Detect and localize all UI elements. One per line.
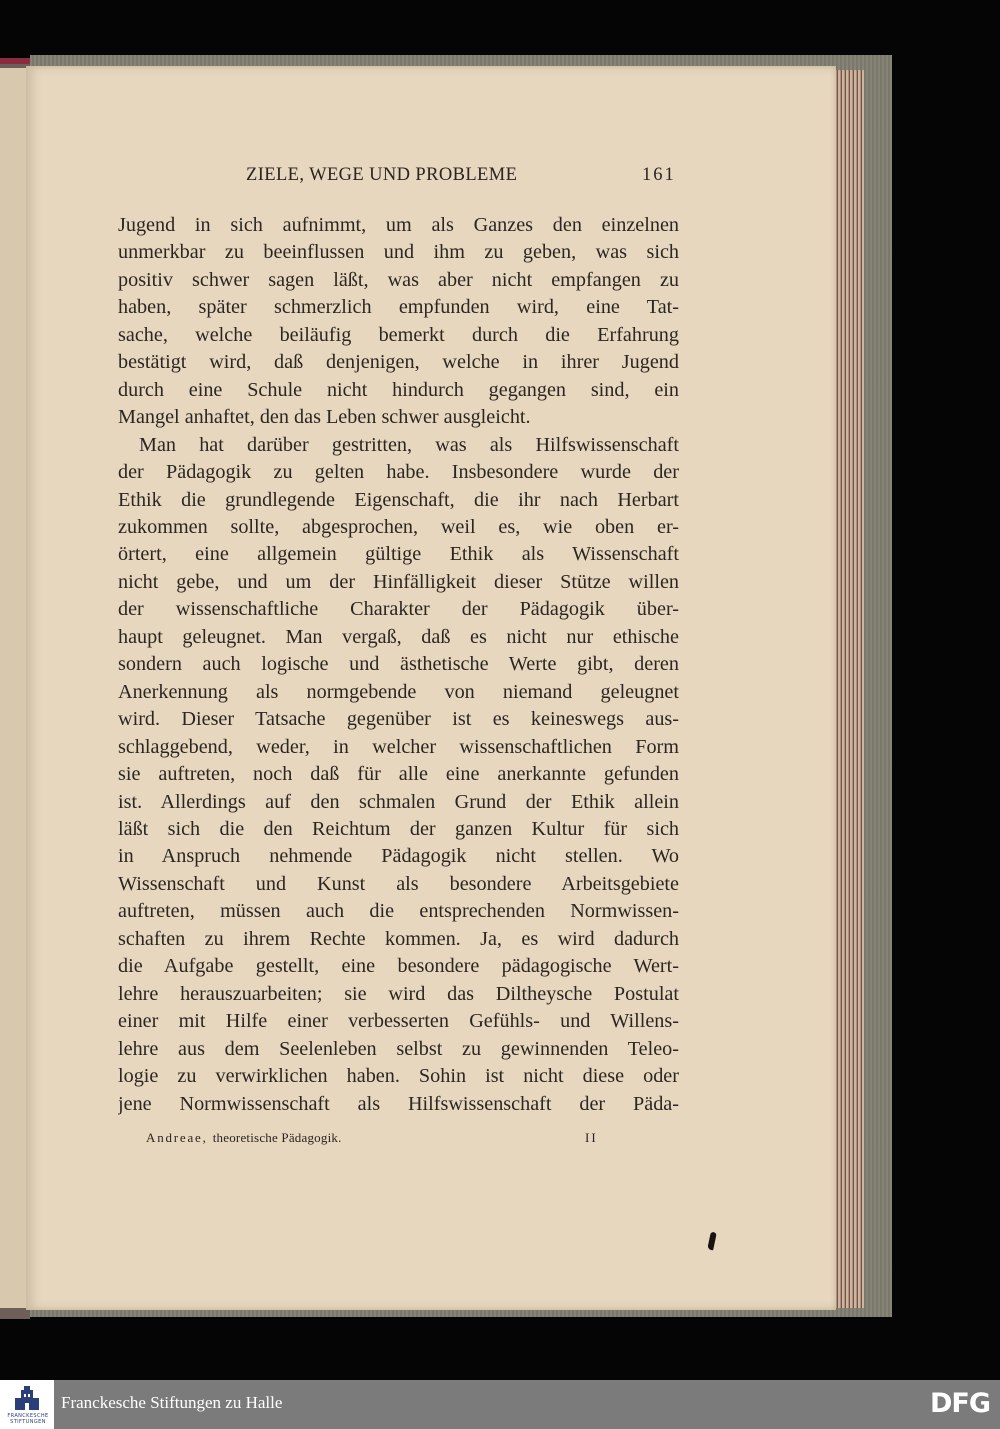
footer-title: theoretische Pädagogik. xyxy=(212,1130,342,1145)
running-title: ZIELE, WEGE UND PROBLEME xyxy=(246,165,518,185)
text-line: haupt geleugnet. Man vergaß, daß es nicht nur ethische xyxy=(118,625,679,648)
text-line: Anerkennung als normgebende von niemand geleugnet xyxy=(118,680,679,703)
footer-author: Andreae, xyxy=(146,1130,208,1145)
text-line: Ethik die grundlegende Eigenschaft, die ihr nach Herbart xyxy=(118,488,679,511)
text-line: haben, später schmerzlich empfunden wird, eine Tat- xyxy=(118,296,679,319)
text-line: ist. Allerdings auf den schmalen Grund der Ethik allein xyxy=(118,790,679,813)
paragraph-1 xyxy=(118,212,679,432)
logo-caption xyxy=(2,1413,54,1425)
text-line: bestätigt wird, daß denjenigen, welche in ihrer Jugend xyxy=(118,351,679,374)
dfg-logo[interactable]: DFG xyxy=(929,1388,990,1419)
text-line: nicht gebe, und um der Hinfälligkeit dieser Stütze willen xyxy=(118,570,679,593)
left-page-edge xyxy=(0,68,26,1308)
signature-mark: II xyxy=(585,1130,598,1145)
text-line: sache, welche beiläufig bemerkt durch die Erfahrung xyxy=(118,323,679,346)
text-line: der wissenschaftliche Charakter der Pädagogik über- xyxy=(118,598,679,621)
orphanage-building-icon xyxy=(11,1384,43,1412)
text-line: lehre aus dem Seelenleben selbst zu gewinnenden Teleo- xyxy=(118,1037,679,1060)
text-line: schaften zu ihrem Rechte kommen. Ja, es wird dadurch xyxy=(118,927,679,950)
text-line: lehre herauszuarbeiten; sie wird das Diltheysche Postulat xyxy=(118,982,679,1005)
institution-logo[interactable] xyxy=(0,1380,54,1429)
text-line: die Aufgabe gestellt, eine besondere pädagogische Wert- xyxy=(118,955,679,978)
page-number: 161 xyxy=(642,165,676,185)
viewer-footer-bar xyxy=(0,1380,1000,1429)
text-line: schlaggebend, weder, in welcher wissenschaftlichen Form xyxy=(118,735,679,758)
text-line: Man hat darüber gestritten, was als Hilfswissenschaft xyxy=(139,433,679,456)
text-line: einer mit Hilfe einer verbesserten Gefühls- und Willens- xyxy=(118,1010,679,1033)
text-line: Mangel anhaftet, den das Leben schwer ausgleicht. xyxy=(118,406,531,429)
text-line: unmerkbar zu beeinflussen und ihm zu geben, was sich xyxy=(118,241,679,264)
text-line: läßt sich die den Reichtum der ganzen Kultur für sich xyxy=(118,817,679,840)
text-line: logie zu verwirklichen haben. Sohin ist nicht diese oder xyxy=(118,1065,679,1088)
text-line: durch eine Schule nicht hindurch gegangen sind, ein xyxy=(118,378,679,401)
logo-caption-line2: STIFTUNGEN xyxy=(10,1419,46,1425)
text-line: Wissenschaft und Kunst als besondere Arbeitsgebiete xyxy=(118,872,679,895)
paragraph-2 xyxy=(118,432,679,1118)
text-line: positiv schwer sagen läßt, was aber nicht empfangen zu xyxy=(118,268,679,291)
text-line: örtert, eine allgemein gültige Ethik als Wissenschaft xyxy=(118,543,679,566)
footer-reference xyxy=(146,1130,342,1146)
logo-caption-line1: FRANCKESCHE xyxy=(7,1413,49,1419)
text-line: zukommen sollte, abgesprochen, weil es, wie oben er- xyxy=(118,515,679,538)
body-text xyxy=(118,212,679,1118)
text-line: der Pädagogik zu gelten habe. Insbesondere wurde der xyxy=(118,461,679,484)
text-line: in Anspruch nehmende Pädagogik nicht stellen. Wo xyxy=(118,845,679,868)
page-stack-edges xyxy=(834,70,864,1308)
text-line: wird. Dieser Tatsache gegenüber ist es keineswegs aus- xyxy=(118,708,679,731)
text-line: sie auftreten, noch daß für alle eine anerkannte gefunden xyxy=(118,763,679,786)
text-line: jene Normwissenschaft als Hilfswissenschaft der Päda- xyxy=(118,1092,679,1115)
text-line: Jugend in sich aufnimmt, um als Ganzes den einzelnen xyxy=(118,214,679,236)
text-line: auftreten, müssen auch die entsprechenden Normwissen- xyxy=(118,900,679,923)
text-line: sondern auch logische und ästhetische Werte gibt, deren xyxy=(118,653,679,676)
institution-name[interactable]: Franckesche Stiftungen zu Halle xyxy=(61,1393,283,1412)
